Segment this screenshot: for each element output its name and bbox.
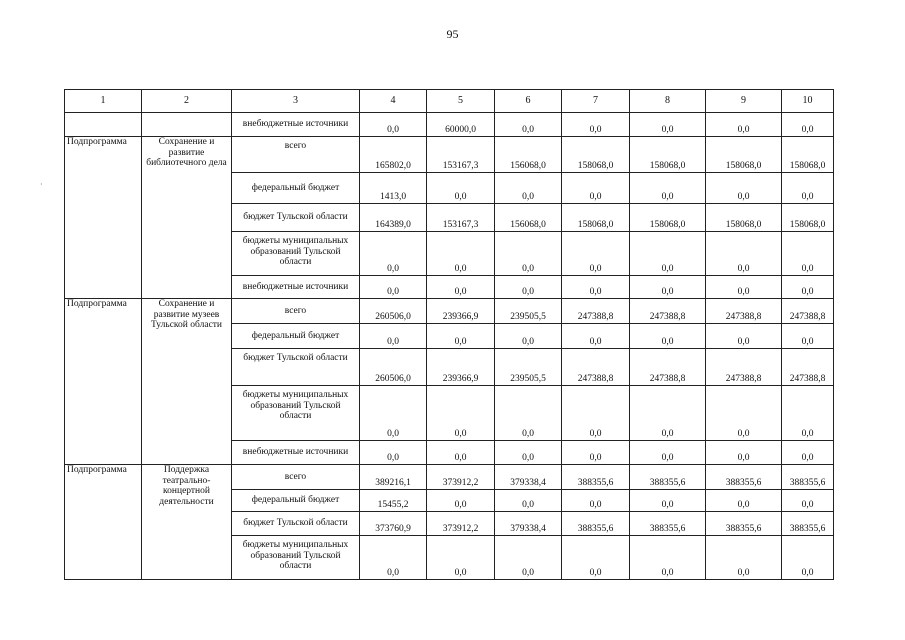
value-cell: 0,0 xyxy=(495,232,562,276)
value-cell: 0,0 xyxy=(782,276,834,299)
table-row xyxy=(65,299,834,324)
value-cell: 0,0 xyxy=(630,490,706,512)
value-cell: 388355,6 xyxy=(630,465,706,490)
value-cell: 0,0 xyxy=(706,324,782,349)
value-cell: 0,0 xyxy=(706,441,782,465)
value-cell: 0,0 xyxy=(630,232,706,276)
value-cell: 0,0 xyxy=(427,490,495,512)
value-cell: 0,0 xyxy=(427,324,495,349)
value-cell: 0,0 xyxy=(360,113,427,137)
value-cell: 0,0 xyxy=(706,232,782,276)
value-cell: 388355,6 xyxy=(562,512,630,536)
value-cell: 158068,0 xyxy=(630,137,706,173)
subprogram-label: Подпрограмма xyxy=(65,137,142,299)
value-cell: 0,0 xyxy=(630,173,706,204)
funding-source: всего xyxy=(232,465,360,490)
value-cell: 0,0 xyxy=(706,386,782,441)
value-cell: 0,0 xyxy=(782,173,834,204)
value-cell: 373912,2 xyxy=(427,512,495,536)
value-cell: 158068,0 xyxy=(706,137,782,173)
funding-source: внебюджетные источники xyxy=(232,276,360,299)
subprogram-name: Сохранение и развитие музеев Тульской области xyxy=(142,299,232,465)
funding-source: всего xyxy=(232,299,360,324)
value-cell: 0,0 xyxy=(782,536,834,580)
table-row xyxy=(65,465,834,490)
funding-source: бюджеты муниципальных образований Тульской области xyxy=(232,232,360,276)
value-cell: 0,0 xyxy=(782,441,834,465)
funding-source: федеральный бюджет xyxy=(232,324,360,349)
value-cell: 60000,0 xyxy=(427,113,495,137)
value-cell: 247388,8 xyxy=(562,349,630,386)
value-cell: 158068,0 xyxy=(630,204,706,232)
value-cell: 0,0 xyxy=(782,113,834,137)
table-row xyxy=(65,137,834,173)
value-cell: 0,0 xyxy=(630,113,706,137)
value-cell: 0,0 xyxy=(562,173,630,204)
value-cell: 0,0 xyxy=(706,490,782,512)
funding-source: бюджеты муниципальных образований Тульской области xyxy=(232,536,360,580)
value-cell: 388355,6 xyxy=(782,512,834,536)
header-row xyxy=(65,90,834,113)
value-cell: 247388,8 xyxy=(562,299,630,324)
header-cell: 3 xyxy=(232,90,360,113)
value-cell: 165802,0 xyxy=(360,137,427,173)
value-cell: 0,0 xyxy=(427,386,495,441)
subprogram-name: Поддержка театрально-концертной деятельности xyxy=(142,465,232,580)
funding-source: бюджет Тульской области xyxy=(232,512,360,536)
value-cell: 373912,2 xyxy=(427,465,495,490)
value-cell: 0,0 xyxy=(630,441,706,465)
header-cell: 6 xyxy=(495,90,562,113)
value-cell: 0,0 xyxy=(630,276,706,299)
value-cell: 158068,0 xyxy=(562,204,630,232)
value-cell: 239366,9 xyxy=(427,299,495,324)
value-cell: 388355,6 xyxy=(706,465,782,490)
value-cell: 15455,2 xyxy=(360,490,427,512)
value-cell: 0,0 xyxy=(562,324,630,349)
value-cell: 379338,4 xyxy=(495,465,562,490)
value-cell: 0,0 xyxy=(630,536,706,580)
value-cell: 389216,1 xyxy=(360,465,427,490)
value-cell: 0,0 xyxy=(782,490,834,512)
value-cell: 0,0 xyxy=(706,536,782,580)
value-cell: 0,0 xyxy=(562,113,630,137)
subprogram-label: Подпрограмма xyxy=(65,299,142,465)
value-cell: 0,0 xyxy=(427,536,495,580)
value-cell: 247388,8 xyxy=(706,299,782,324)
header-cell: 2 xyxy=(142,90,232,113)
value-cell: 0,0 xyxy=(495,441,562,465)
value-cell: 158068,0 xyxy=(782,137,834,173)
value-cell: 239366,9 xyxy=(427,349,495,386)
value-cell: 247388,8 xyxy=(782,349,834,386)
table-row xyxy=(65,113,834,137)
value-cell: 247388,8 xyxy=(630,349,706,386)
value-cell: 0,0 xyxy=(360,386,427,441)
header-cell: 5 xyxy=(427,90,495,113)
value-cell: 0,0 xyxy=(782,324,834,349)
value-cell: 0,0 xyxy=(706,173,782,204)
value-cell: 0,0 xyxy=(706,113,782,137)
value-cell: 260506,0 xyxy=(360,349,427,386)
value-cell: 0,0 xyxy=(630,386,706,441)
header-cell: 4 xyxy=(360,90,427,113)
value-cell: 247388,8 xyxy=(630,299,706,324)
value-cell: 0,0 xyxy=(360,232,427,276)
value-cell: 0,0 xyxy=(427,232,495,276)
value-cell: 388355,6 xyxy=(782,465,834,490)
value-cell: 0,0 xyxy=(706,276,782,299)
value-cell: 153167,3 xyxy=(427,137,495,173)
funding-source: федеральный бюджет xyxy=(232,173,360,204)
value-cell: 0,0 xyxy=(562,490,630,512)
value-cell: 0,0 xyxy=(360,441,427,465)
empty-cell xyxy=(65,113,142,137)
value-cell: 0,0 xyxy=(427,441,495,465)
value-cell: 0,0 xyxy=(495,113,562,137)
value-cell: 0,0 xyxy=(360,536,427,580)
value-cell: 0,0 xyxy=(562,441,630,465)
subprogram-name: Сохранение и развитие библиотечного дела xyxy=(142,137,232,299)
value-cell: 164389,0 xyxy=(360,204,427,232)
value-cell: 388355,6 xyxy=(562,465,630,490)
value-cell: 153167,3 xyxy=(427,204,495,232)
funding-source: внебюджетные источники xyxy=(232,441,360,465)
subprogram-label: Подпрограмма xyxy=(65,465,142,580)
header-cell: 8 xyxy=(630,90,706,113)
funding-source: внебюджетные источники xyxy=(232,113,360,137)
value-cell: 373760,9 xyxy=(360,512,427,536)
value-cell: 388355,6 xyxy=(706,512,782,536)
header-cell: 9 xyxy=(706,90,782,113)
budget-table xyxy=(64,89,834,580)
value-cell: 247388,8 xyxy=(706,349,782,386)
value-cell: 0,0 xyxy=(427,276,495,299)
value-cell: 0,0 xyxy=(495,276,562,299)
value-cell: 0,0 xyxy=(782,386,834,441)
funding-source: всего xyxy=(232,137,360,173)
value-cell: 0,0 xyxy=(360,324,427,349)
value-cell: 0,0 xyxy=(495,536,562,580)
value-cell: 0,0 xyxy=(360,276,427,299)
value-cell: 0,0 xyxy=(782,232,834,276)
value-cell: 0,0 xyxy=(630,324,706,349)
empty-cell xyxy=(142,113,232,137)
value-cell: 260506,0 xyxy=(360,299,427,324)
value-cell: 0,0 xyxy=(562,386,630,441)
value-cell: 158068,0 xyxy=(782,204,834,232)
funding-source: федеральный бюджет xyxy=(232,490,360,512)
value-cell: 0,0 xyxy=(562,232,630,276)
value-cell: 388355,6 xyxy=(630,512,706,536)
value-cell: 158068,0 xyxy=(562,137,630,173)
value-cell: 0,0 xyxy=(427,173,495,204)
value-cell: 0,0 xyxy=(562,536,630,580)
value-cell: 0,0 xyxy=(495,173,562,204)
funding-source: бюджет Тульской области xyxy=(232,204,360,232)
value-cell: 0,0 xyxy=(562,276,630,299)
scan-speck: · xyxy=(40,180,43,189)
value-cell: 1413,0 xyxy=(360,173,427,204)
funding-source: бюджет Тульской области xyxy=(232,349,360,386)
page-number: 95 xyxy=(446,27,459,41)
header-cell: 7 xyxy=(562,90,630,113)
table-body xyxy=(65,90,834,580)
value-cell: 156068,0 xyxy=(495,204,562,232)
value-cell: 156068,0 xyxy=(495,137,562,173)
value-cell: 247388,8 xyxy=(782,299,834,324)
value-cell: 0,0 xyxy=(495,490,562,512)
header-cell: 10 xyxy=(782,90,834,113)
value-cell: 0,0 xyxy=(495,386,562,441)
value-cell: 158068,0 xyxy=(706,204,782,232)
value-cell: 239505,5 xyxy=(495,349,562,386)
value-cell: 379338,4 xyxy=(495,512,562,536)
value-cell: 0,0 xyxy=(495,324,562,349)
funding-source: бюджеты муниципальных образований Тульской области xyxy=(232,386,360,441)
value-cell: 239505,5 xyxy=(495,299,562,324)
header-cell: 1 xyxy=(65,90,142,113)
